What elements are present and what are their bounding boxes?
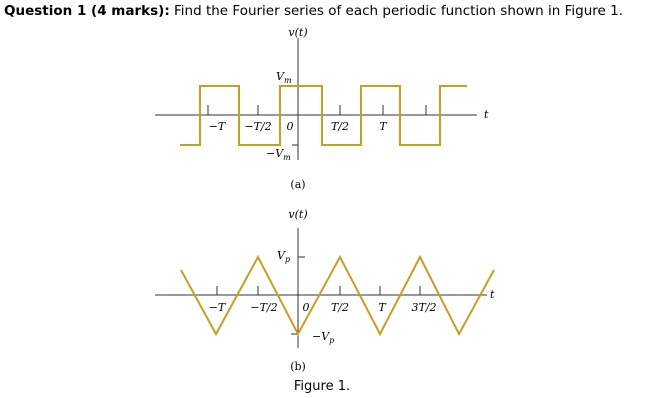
axis-label-a: v(t) — [288, 26, 308, 39]
time-label-b: t — [490, 288, 495, 301]
axis-label-b: v(t) — [288, 208, 308, 221]
caption-b: (b) — [290, 360, 306, 373]
time-ticks-b — [217, 286, 420, 295]
figure-a — [155, 26, 489, 191]
time-ticks-a — [208, 105, 426, 115]
tick-label-b-1: −T/2 — [250, 301, 278, 314]
tick-label-b-5: 3T/2 — [411, 301, 437, 314]
tick-label-b-0: −T — [208, 301, 226, 314]
vm-label: $V_m$ — [276, 70, 292, 85]
caption-a: (a) — [290, 178, 306, 191]
tick-label-a-3: T/2 — [330, 120, 350, 133]
figure-b — [155, 208, 495, 373]
tick-label-b-2: 0 — [302, 301, 310, 314]
vp-label: $V_p$ — [277, 249, 291, 264]
tick-label-a-2: 0 — [286, 120, 294, 133]
tick-label-a-0: −T — [208, 120, 226, 133]
tick-label-b-3: T/2 — [330, 301, 350, 314]
tick-label-a-4: T — [379, 120, 387, 133]
neg-vm-label: $-V_m$ — [266, 147, 291, 162]
neg-vp-label: $-V_p$ — [312, 330, 335, 345]
time-label-a: t — [484, 108, 489, 121]
tick-label-a-1: −T/2 — [244, 120, 272, 133]
question-lead: Question 1 (4 marks): — [4, 3, 170, 19]
tick-label-b-4: T — [378, 301, 386, 314]
question-body: Find the Fourier series of each periodic function shown in Figure 1. — [169, 3, 624, 19]
figure-caption: Figure 1. — [293, 379, 351, 394]
